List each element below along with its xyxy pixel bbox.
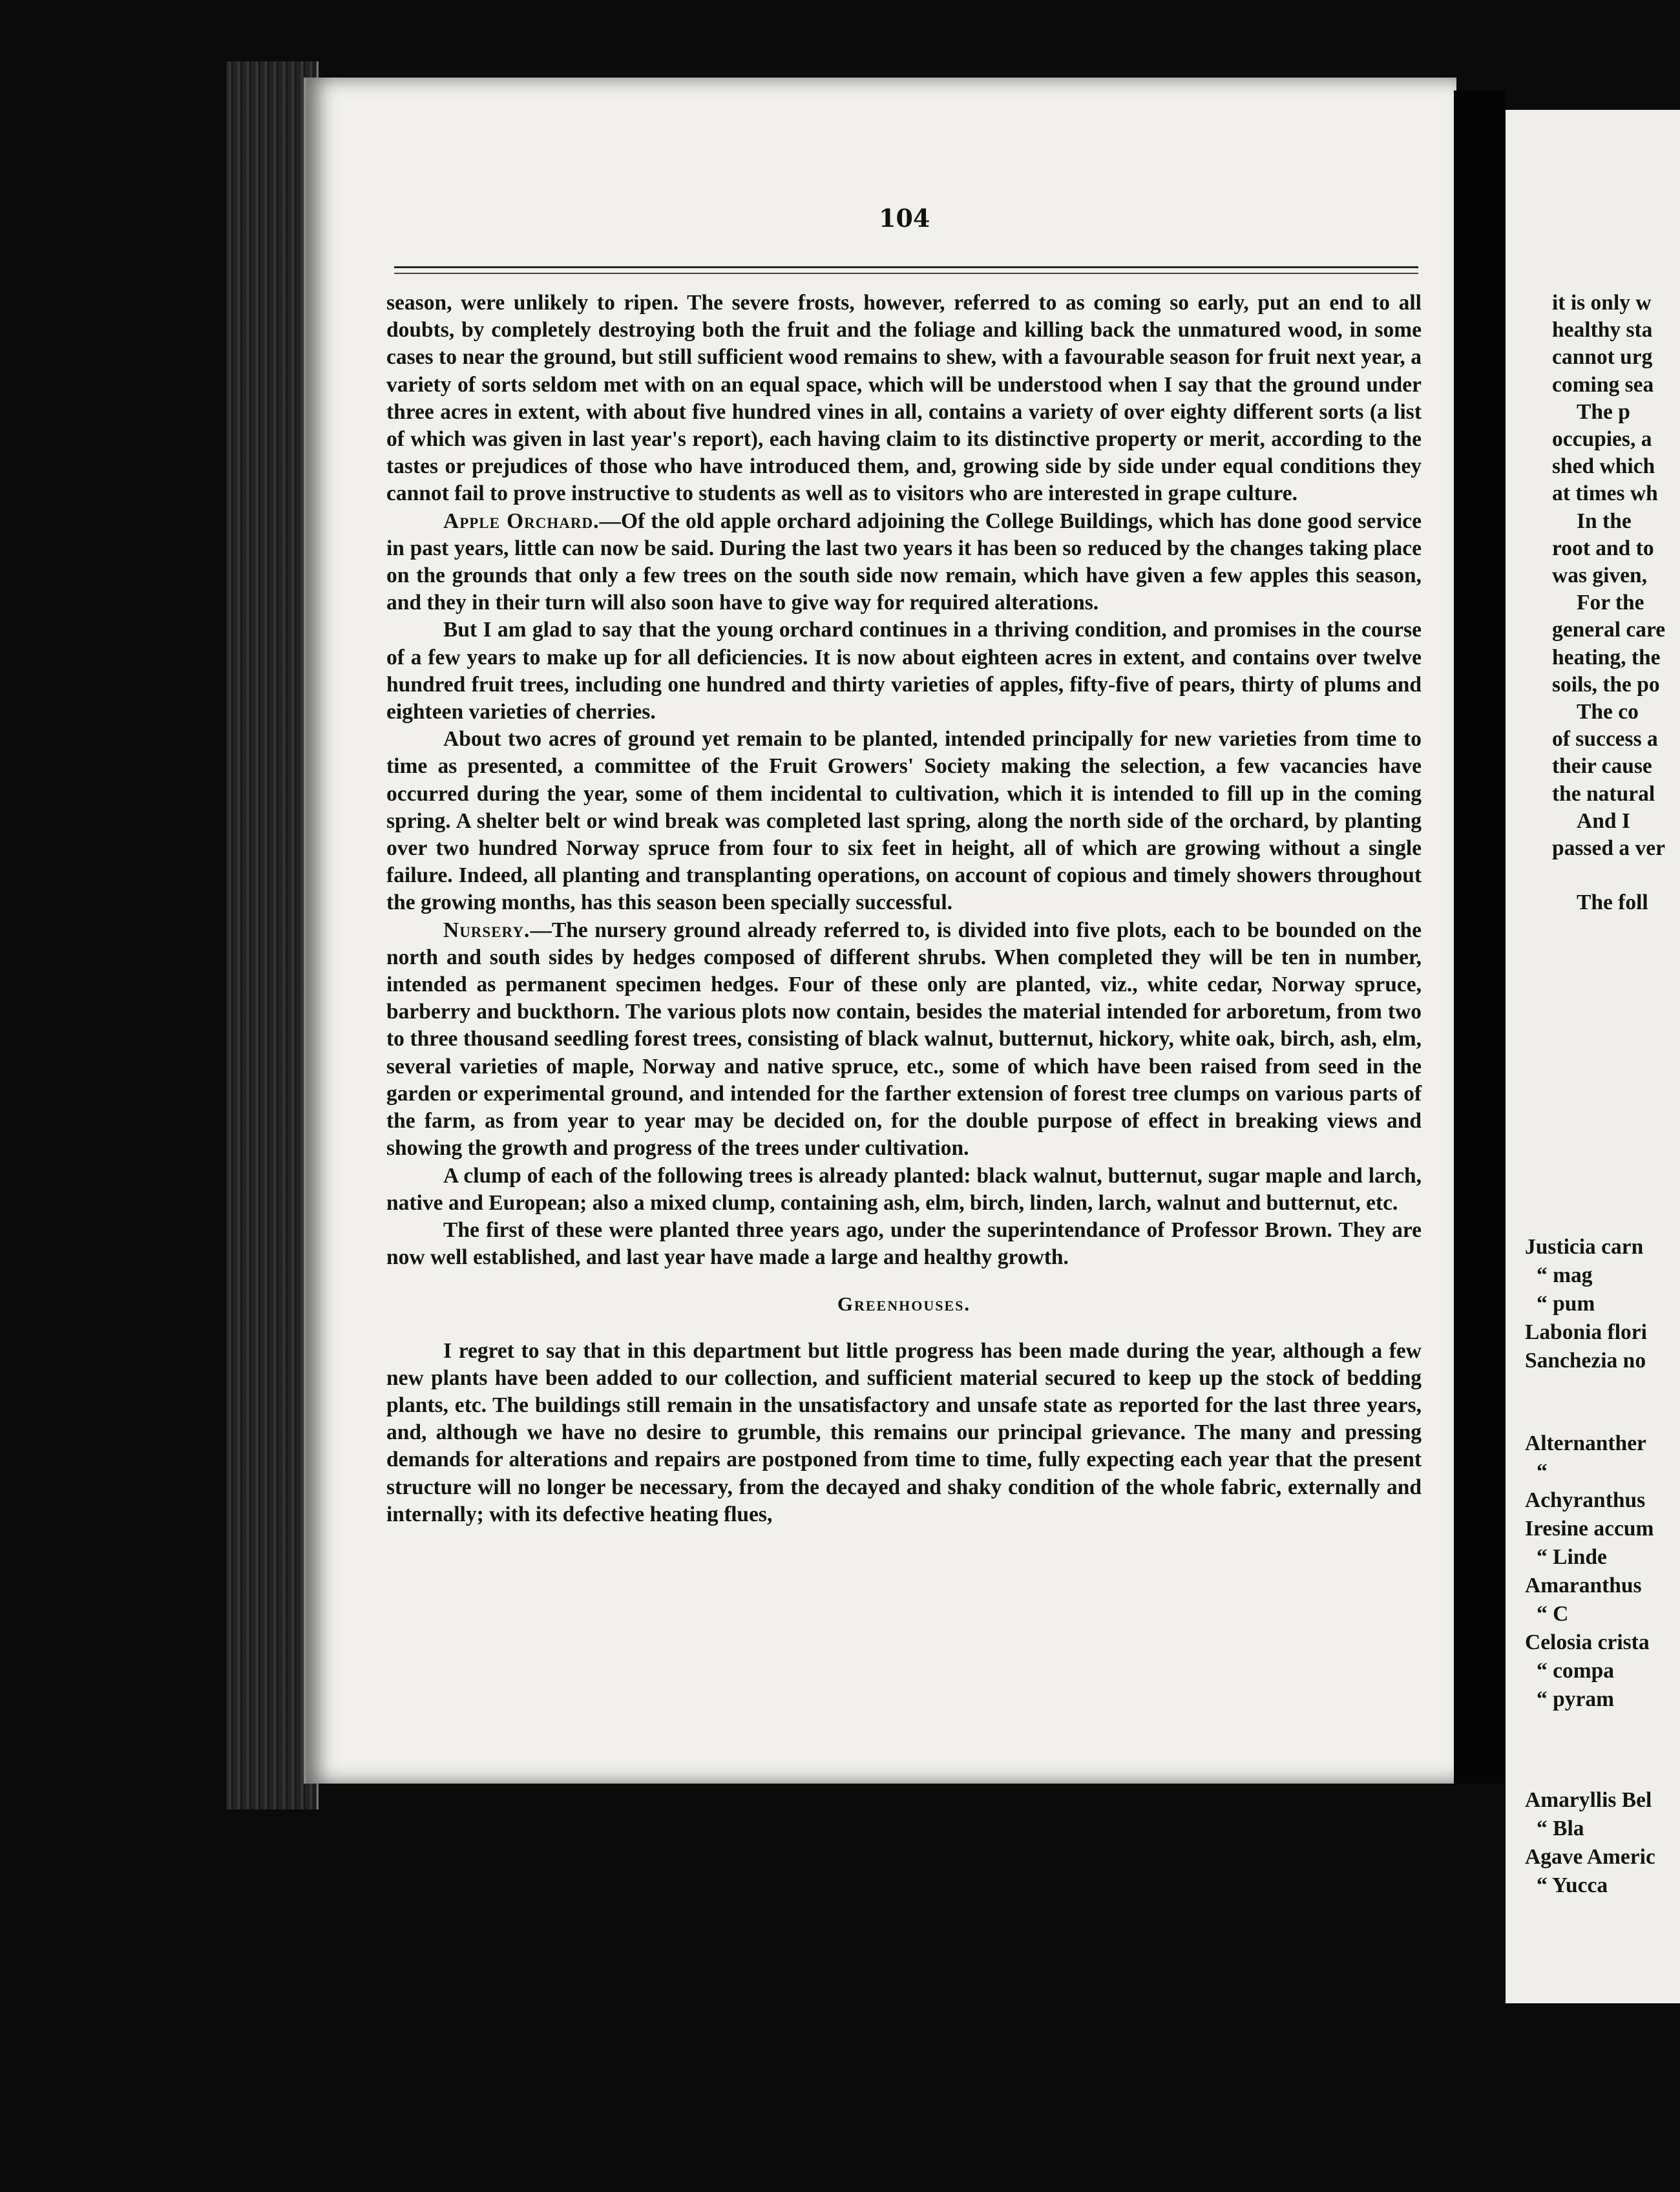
list-item: “ Yucca [1537, 1873, 1608, 1897]
list-item: Justicia carn [1525, 1235, 1644, 1259]
section-heading-inline: Nursery. [443, 918, 530, 942]
header-rule [394, 266, 1418, 274]
paragraph-apple-orchard: Apple Orchard.—Of the old apple orchard adjoining the College Buildings, which has done good service in past years, little can now be said. During the last two years it has been so reduced by the changes taking place on the grounds that only a few trees on the south side now remain, which have given a few apples this season, and they in their turn will also soon have to give way for required alterations. [386, 509, 1422, 615]
list-item: Alternanther [1525, 1431, 1646, 1455]
text-line: For the [1577, 591, 1644, 615]
right-page-plant-list [1525, 1233, 1680, 1900]
text-line: the natural [1552, 781, 1655, 806]
list-item: “ mag [1537, 1263, 1593, 1287]
text-line: And I [1577, 808, 1630, 833]
text-line: root and to [1552, 536, 1654, 560]
text-line: The p [1577, 399, 1630, 424]
section-heading-inline: Apple Orchard. [443, 509, 600, 533]
paragraph: I regret to say that in this department but little progress has been made during the year, although a few new plants have been added to our collection, and sufficient material secured to keep up the stock of bedding plants, etc. The buildings still remain in the unsatisfactory and unsafe state as reported for the last three years, and, although we have no desire to grumble, this remains our principal grievance. The many and pressing demands for alterations and repairs are postponed from time to time, fully expecting each year that the present structure will no longer be necessary, from the decayed and shaky condition of the whole fabric, externally and internally; with its defective heating flues, [386, 1338, 1422, 1526]
text-line: The foll [1577, 890, 1648, 915]
list-item: “ compa [1537, 1659, 1615, 1683]
paragraph: But I am glad to say that the young orchard continues in a thriving condition, and promises in the course of a few years to make up for all deficiencies. It is now about eighteen acres in extent, and contains over twelve hundred fruit trees, including one hundred and thirty varieties of apples, fifty-five of pears, thirty of plums and eighteen varieties of cherries. [386, 618, 1422, 724]
list-gap [1525, 1714, 1680, 1786]
list-item: Agave Americ [1525, 1845, 1655, 1869]
left-page-text [386, 290, 1422, 1528]
list-item: “ [1537, 1460, 1548, 1484]
right-page-text [1552, 290, 1680, 917]
text-line: coming sea [1552, 372, 1654, 397]
text-line: cannot urg [1552, 345, 1653, 370]
text-line: of success a [1552, 727, 1658, 752]
list-item: Labonia flori [1525, 1320, 1647, 1344]
list-item: “ pyram [1537, 1687, 1615, 1711]
text-line: heating, the [1552, 645, 1661, 669]
text-line: was given, [1552, 564, 1648, 588]
text-line: it is only w [1552, 291, 1652, 315]
text-line: The co [1577, 700, 1639, 724]
text-line: general care [1552, 618, 1666, 642]
list-item: Amaranthus [1525, 1574, 1642, 1597]
list-item: Achyranthus [1525, 1488, 1646, 1512]
text-line: In the [1577, 509, 1632, 533]
list-item: “ pum [1537, 1292, 1595, 1316]
spacer-line [1552, 862, 1680, 889]
list-gap [1525, 1375, 1680, 1429]
list-item: “ Linde [1537, 1545, 1607, 1569]
paragraph: A clump of each of the following trees is already planted: black walnut, butternut, sugar maple and larch, native and European; also a mixed clump, containing ash, elm, birch, linden, larch, walnut and butternut, etc. [386, 1163, 1422, 1215]
text-line: occupies, a [1552, 427, 1652, 452]
list-item: Sanchezia no [1525, 1349, 1646, 1373]
section-title-greenhouses: Greenhouses. [837, 1292, 971, 1316]
list-item: “ C [1537, 1602, 1569, 1626]
paragraph: The first of these were planted three years ago, under the superintendance of Professor Brown. They are now well established, and last year have made a large and healthy growth. [386, 1217, 1422, 1270]
paragraph-nursery: Nursery.—The nursery ground already referred to, is divided into five plots, each to be bounded on the north and south sides by hedges composed of different shrubs. When completed they will be ten in number, intended as permanent specimen hedges. Four of these only are planted, viz., white cedar, Norway spruce, barberry and buckthorn. The various plots now contain, besides the material intended for arboretum, from two to three thousand seedling forest trees, consisting of black walnut, butternut, hickory, white oak, birch, ash, elm, several varieties of maple, Norway and native spruce, etc., some of which have been raised from seed in the garden or experimental ground, and intended for the farther extension of forest tree clumps on various parts of the farm, as from year to year may be decided on, for the double purpose of effect in breaking views and showing the growth and progress of the trees under cultivation. [386, 918, 1422, 1161]
page-number: 104 [879, 204, 930, 233]
text-line: soils, the po [1552, 672, 1660, 697]
text-line: at times wh [1552, 481, 1658, 506]
list-item: Iresine accum [1525, 1517, 1654, 1541]
text-line: their cause [1552, 754, 1652, 779]
list-item: Celosia crista [1525, 1630, 1650, 1654]
book-gutter [1454, 90, 1506, 1784]
text-line: passed a ver [1552, 836, 1665, 861]
paragraph: season, were unlikely to ripen. The severe frosts, however, referred to as coming so early, put an end to all doubts, by completely destroying both the fruit and the foliage and killing back the unmatured wood, in some cases to near the ground, but still sufficient wood remains to shew, with a favourable season for fruit next year, a variety of sorts seldom met with on an equal space, which will be understood when I say that the ground under three acres in extent, with about five hundred vines in all, contains a variety of over eighty different sorts (a list of which was given in last year's report), each having claim to its distinctive property or merit, according to the tastes or prejudices of those who have introduced them, and, growing side by side under equal conditions they cannot fail to prove instructive to students as well as to visitors who are interested in grape culture. [386, 291, 1422, 506]
text-line: healthy sta [1552, 318, 1653, 342]
list-item: Amaryllis Bel [1525, 1788, 1652, 1812]
paragraph: About two acres of ground yet remain to be planted, intended principally for new varieties from time to time as presented, a committee of the Fruit Growers' Society making the selection, a few vacancies have occurred during the year, some of them incidental to cultivation, which it is intended to fill up in the coming spring. A shelter belt or wind break was completed last spring, along the north side of the orchard, by planting over two hundred Norway spruce from four to six feet in height, all of which are growing without a single failure. Indeed, all planting and transplanting operations, on account of copious and timely showers throughout the growing months, has this season been specially successful. [386, 727, 1422, 915]
text-line: shed which [1552, 454, 1655, 479]
list-item: “ Bla [1537, 1817, 1584, 1840]
